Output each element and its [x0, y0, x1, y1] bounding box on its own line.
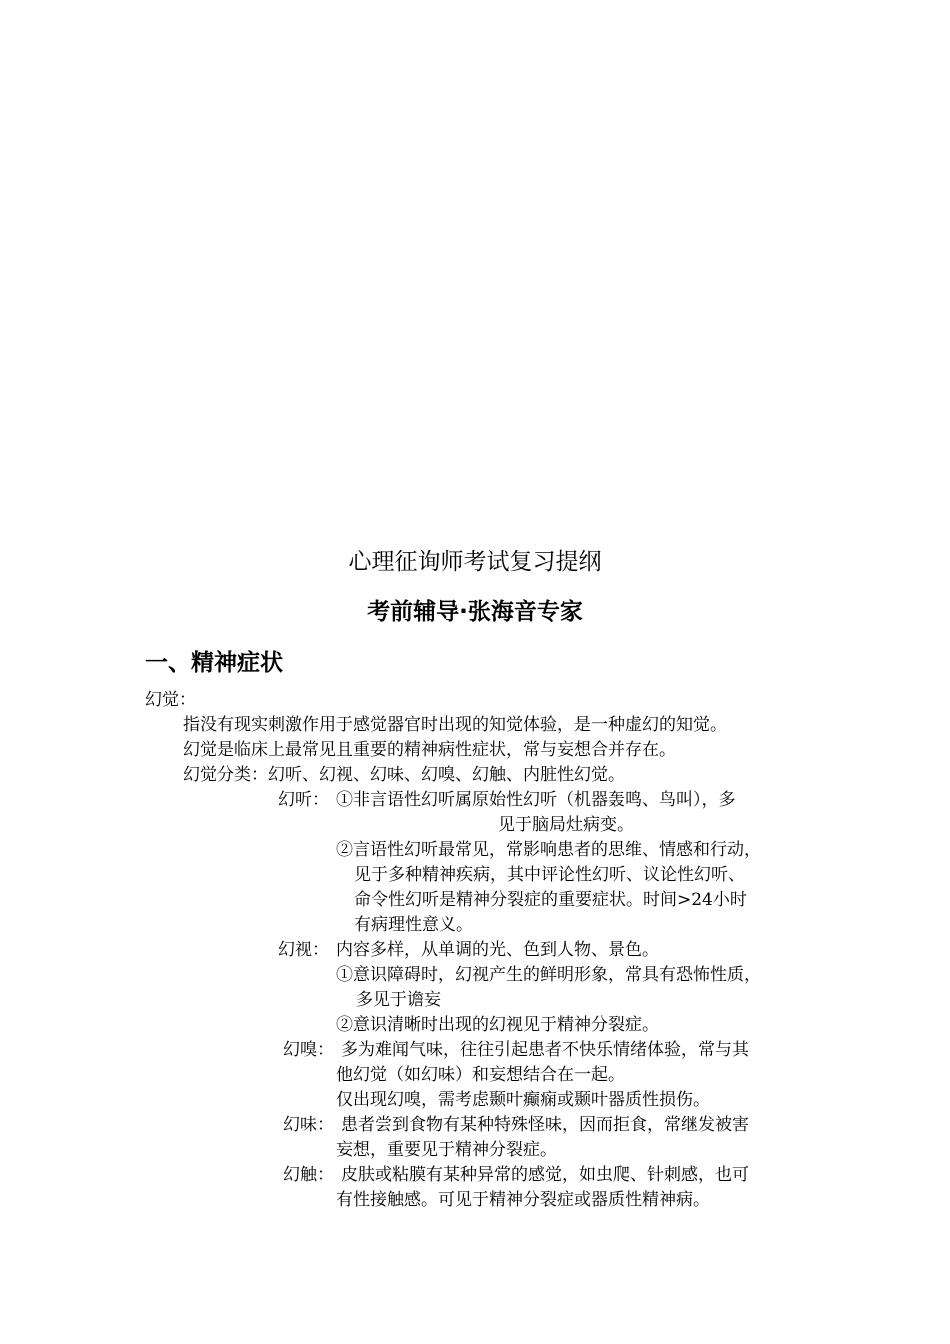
document-subtitle: 考前辅导·张海音专家: [367, 599, 583, 625]
visual-line: ②意识清晰时出现的幻视见于精神分裂症。: [336, 1015, 659, 1035]
gustatory-line: 患者尝到食物有某种特殊怪味，因而拒食，常继发被害: [341, 1115, 749, 1135]
auditory-line: ①非言语性幻听属原始性幻听（机器轰鸣、鸟叫），多: [336, 790, 736, 810]
olfactory-line: 多为难闻气味，往往引起患者不快乐情绪体验，常与其: [341, 1040, 749, 1060]
auditory-line: ②言语性幻听最常见，常影响患者的思维、情感和行动，: [336, 840, 761, 860]
olfactory-line: 仅出现幻嗅，需考虑颞叶癫痫或颞叶器质性损伤。: [336, 1090, 710, 1110]
document-title: 心理征询师考试复习提纲: [348, 549, 602, 575]
tactile-line: 有性接触感。可见于精神分裂症或器质性精神病。: [336, 1190, 710, 1210]
auditory-line: 有病理性意义。: [354, 915, 473, 935]
classification-line: 幻觉分类：幻听、幻视、幻味、幻嗅、幻触、内脏性幻觉。: [183, 765, 625, 785]
tactile-line: 皮肤或粘膜有某种异常的感觉，如虫爬、针刺感，也可: [341, 1165, 749, 1185]
gustatory-label: 幻味：: [283, 1115, 334, 1135]
visual-line: 多见于谵妄: [356, 990, 441, 1010]
auditory-line: 命令性幻听是精神分裂症的重要症状。时间>24小时: [354, 890, 747, 910]
term-label: 幻觉：: [145, 690, 196, 710]
auditory-label: 幻听：: [278, 790, 329, 810]
definition-line: 幻觉是临床上最常见且重要的精神病性症状，常与妄想合并存在。: [183, 740, 676, 760]
section-heading: 一、精神症状: [145, 650, 283, 676]
gustatory-line: 妄想，重要见于精神分裂症。: [336, 1140, 557, 1160]
visual-label: 幻视：: [278, 940, 329, 960]
tactile-label: 幻触：: [283, 1165, 334, 1185]
olfactory-line: 他幻觉（如幻味）和妄想结合在一起。: [336, 1065, 625, 1085]
auditory-line: 见于多种精神疾病，其中评论性幻听、议论性幻听、: [354, 865, 745, 885]
auditory-line: 见于脑局灶病变。: [498, 815, 634, 835]
definition-line: 指没有现实刺激作用于感觉器官时出现的知觉体验，是一种虚幻的知觉。: [183, 715, 727, 735]
visual-line: 内容多样，从单调的光、色到人物、景色。: [336, 940, 659, 960]
visual-line: ①意识障碍时，幻视产生的鲜明形象，常具有恐怖性质，: [336, 965, 761, 985]
olfactory-label: 幻嗅：: [283, 1040, 334, 1060]
